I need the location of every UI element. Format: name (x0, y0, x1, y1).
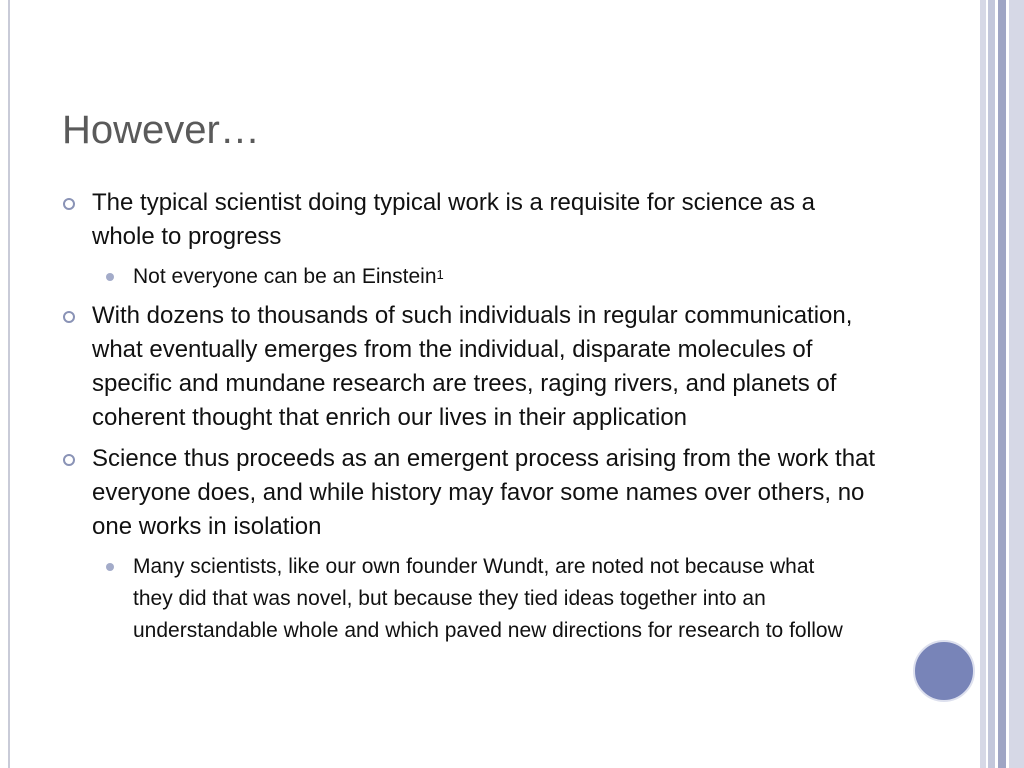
bullet-level1 (62, 299, 882, 435)
bullet-level1 (62, 442, 882, 544)
bullet-level1 (62, 186, 882, 254)
bullet-level2 (62, 551, 853, 647)
ring-bullet-icon (63, 454, 75, 466)
slide-title: However… (62, 108, 260, 152)
right-border-stripe (998, 0, 1006, 768)
right-border-stripe (988, 0, 995, 768)
bullet-level2 (62, 261, 882, 293)
slide-body (62, 186, 882, 653)
ring-bullet-icon (63, 311, 75, 323)
bullet-text: The typical scientist doing typical work is a requisite for science as a whole to progress (92, 189, 815, 250)
ring-bullet-icon (63, 198, 75, 210)
bullet-text: Not everyone can be an Einstein (133, 265, 437, 288)
dot-bullet-icon (106, 563, 114, 571)
decorative-circle-icon (913, 640, 975, 702)
footnote-marker: 1 (436, 267, 444, 282)
bullet-text: With dozens to thousands of such individuals in regular communication, what eventually emerges from the individual, disparate molecules of specific and mundane research are trees, raging rivers, and planets of coherent thought that enrich our lives in their application (92, 302, 853, 431)
bullet-text: Many scientists, like our own founder Wundt, are noted not because what they did that was novel, but because they tied ideas together into an understandable whole and which paved new directions for research to follow (133, 555, 843, 642)
left-border-rule (8, 0, 10, 768)
right-border-stripe (1009, 0, 1024, 768)
dot-bullet-icon (106, 273, 114, 281)
bullet-text: Science thus proceeds as an emergent process arising from the work that everyone does, and while history may favor some names over others, no one works in isolation (92, 445, 876, 540)
